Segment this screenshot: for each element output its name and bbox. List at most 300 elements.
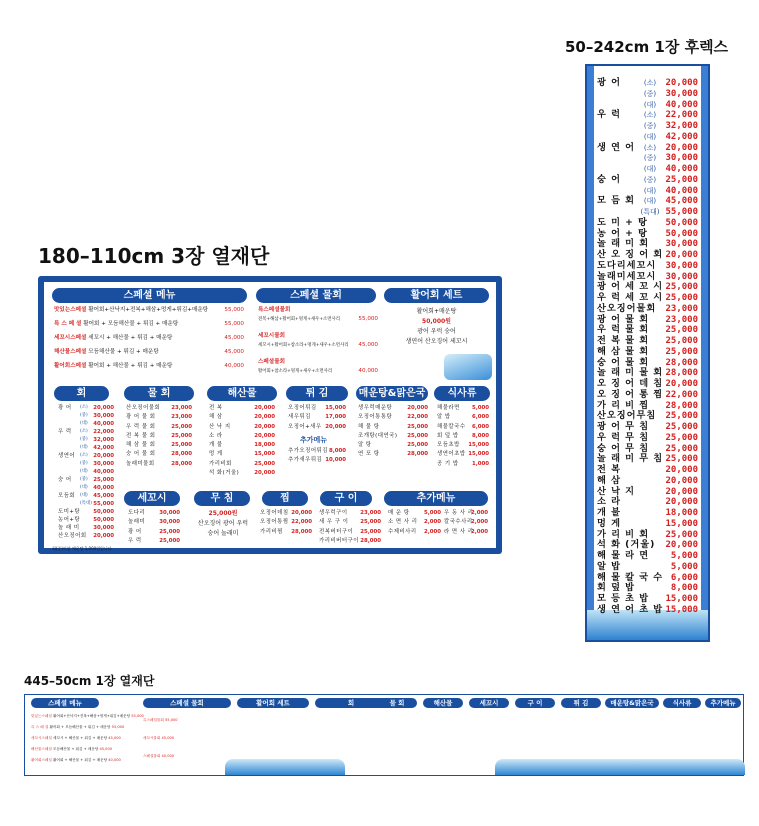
list-item-price: 25,000	[159, 528, 180, 535]
list-item	[126, 413, 192, 422]
list-item-price: 23,000	[171, 405, 192, 411]
list-item-price: 30,000	[93, 413, 114, 419]
special-menu-row	[54, 362, 244, 371]
menu-item-name: 광 어 물 회	[597, 313, 650, 325]
list-item-name: 산오징어회	[58, 533, 87, 539]
menu-item-name: 모 듬 회	[597, 195, 636, 207]
menu-item-price: 20,000	[665, 142, 698, 153]
wide-special-row	[31, 733, 139, 744]
special-menu-row	[54, 334, 244, 343]
menu-item-size: (소)	[643, 79, 657, 87]
list-item-name: 개 불	[209, 442, 223, 449]
list-item	[319, 528, 381, 537]
list-item-price: 42,000	[93, 445, 114, 451]
list-item-size: (대)	[80, 421, 88, 426]
menu-item-price: 25,000	[665, 529, 698, 540]
header-extra: 추가메뉴	[384, 491, 488, 506]
wide-special-price: 40,000	[108, 758, 121, 762]
list-item-name: 도다리	[128, 510, 146, 516]
list-item-size: (중)	[80, 437, 88, 442]
extra-name-2: 우 동 사 리	[444, 510, 474, 516]
list-item-price: 40,000	[93, 469, 114, 475]
header-mulhoe: 물 회	[124, 386, 194, 401]
fried-extra-title: 추가메뉴	[300, 436, 328, 444]
menu-item-name: 산 오 징 어 회	[597, 249, 664, 260]
menu-item-price: 40,000	[665, 164, 698, 174]
header-fried: 튀 김	[286, 386, 348, 401]
menu-item-name: 숭 어	[597, 173, 621, 185]
wide-mulhoe-row	[143, 747, 231, 765]
list-item-price: 25,000	[159, 537, 180, 544]
list-item	[288, 404, 346, 413]
list-item-name: 회 덮 밥	[437, 432, 459, 439]
menu-item-price: 30,000	[665, 88, 698, 99]
menu-row	[597, 605, 698, 616]
list-item	[58, 468, 114, 476]
list-item-price: 23,000	[360, 510, 381, 516]
list-item-name: 놀래미물회	[126, 460, 155, 467]
special-menu-price: 55,000	[224, 321, 244, 327]
menu-item-name: 광 어 세 꼬 시	[597, 281, 664, 293]
menu-row	[597, 261, 698, 272]
menu-item-price: 30,000	[665, 239, 698, 250]
list-item-price: 20,000	[254, 423, 275, 430]
special-menu-title: 해산물스페셜	[54, 349, 87, 355]
menu-item-price: 18,000	[665, 508, 698, 518]
menu-item-size: (소)	[643, 111, 657, 120]
menu-item-price: 15,000	[665, 594, 698, 604]
list-item	[260, 528, 312, 537]
list-item	[437, 441, 489, 450]
list-item-name: 놀래미	[128, 519, 146, 526]
fried-extra-list	[288, 447, 346, 466]
menu-row	[597, 196, 698, 207]
special-menu-row	[54, 348, 244, 357]
list-item	[58, 476, 114, 484]
special-menu-desc: 활어회+산낙지+전복+해삼+멍게+튀김+매운탕	[86, 307, 209, 313]
wide-special-title: 활어회스페셜	[31, 758, 52, 762]
list-item-price: 20,000	[254, 405, 275, 411]
banner-stripe-right	[701, 66, 708, 640]
menu-item-name: 소 라	[597, 496, 621, 508]
list-item-name: 모듬회	[58, 493, 76, 499]
menu-item-name: 광 어	[597, 77, 621, 88]
list-item-price: 25,000	[171, 432, 192, 439]
list-item-price: 30,000	[93, 461, 114, 467]
wide-mulhoe-row	[143, 711, 231, 729]
extra-row	[388, 528, 488, 537]
menu-item-price: 50,000	[665, 217, 698, 228]
list-item	[437, 404, 489, 413]
gui-list	[319, 509, 381, 546]
list-item	[209, 432, 275, 441]
menu-row	[597, 218, 698, 229]
list-item-name: 생연어	[58, 453, 76, 459]
menu-row	[597, 175, 698, 186]
list-item	[128, 537, 180, 546]
vertical-menu-list	[597, 78, 698, 616]
special-mulhoe-row	[258, 315, 378, 324]
list-item-name: 가리비회	[209, 460, 232, 467]
muchim-line1: 산오징어 광어 우럭	[197, 520, 249, 527]
menu-item-price: 25,000	[665, 346, 698, 357]
list-item-name: 산 낙 지	[209, 423, 231, 430]
extra-row	[388, 509, 488, 518]
list-item-name: 알 밥	[437, 414, 451, 421]
extra-price: 2,000	[424, 528, 442, 535]
list-item	[58, 492, 114, 500]
muchim-line2: 숭어 놀래미	[207, 530, 239, 537]
special-mulhoe-desc: 활어회+참소라+멍게+새우+소면사리	[258, 369, 333, 374]
list-item	[209, 441, 275, 450]
list-item-price: 25,000	[171, 442, 192, 449]
menu-item-price: 25,000	[665, 432, 698, 443]
meal-list	[437, 404, 489, 469]
menu-row	[597, 132, 698, 143]
menu-item-name: 우 럭 무 침	[597, 431, 650, 443]
menu-item-price: 5,000	[670, 561, 698, 572]
list-item-size: (대)	[80, 445, 88, 450]
list-item	[319, 537, 381, 546]
special-mulhoe-price: 45,000	[358, 342, 378, 348]
list-item	[58, 516, 114, 524]
list-item	[58, 444, 114, 452]
header-seafood: 해산물	[207, 386, 277, 401]
wide-header-special-menu: 스페셜 메뉴	[31, 698, 99, 708]
list-item	[58, 508, 114, 516]
list-item-size: (대)	[80, 493, 88, 498]
special-menu-desc: 모듬해산물 + 튀김 + 매운탕	[86, 349, 159, 355]
list-item-name: 연 포 탕	[358, 451, 380, 458]
wide-header-gui: 구 이	[515, 698, 555, 708]
wide-header-hoe: 회	[315, 698, 387, 708]
list-item	[288, 456, 346, 465]
special-mulhoe-title: 세꼬시물회	[258, 333, 286, 339]
wide-special-title: 세꼬시스페셜	[31, 736, 52, 740]
menu-row	[597, 347, 698, 358]
special-mulhoe-title: 스페셜물회	[258, 359, 286, 365]
wide-special-row	[31, 722, 139, 733]
hoe-note: 회(중)이상 매운탕 1,000원입니다	[52, 546, 112, 551]
list-item-size: (소)	[80, 453, 88, 458]
list-item-name: 도미+탕	[58, 509, 81, 515]
menu-item-price: 42,000	[665, 131, 698, 142]
header-jjim: 찜	[262, 491, 308, 506]
wide-special-title: 해산물스페셜	[31, 747, 52, 751]
list-item-name: 광 어 물 회	[126, 414, 156, 421]
header-special-mulhoe: 스페셜 물회	[256, 288, 376, 303]
menu-item-name: 농 어 + 탕	[597, 227, 648, 239]
list-item-name: 해 삼	[209, 414, 223, 421]
wide-mulhoe-price: 55,000	[165, 718, 178, 722]
list-item	[209, 469, 275, 478]
wide-mulhoe-row	[143, 729, 231, 747]
menu-item-price: 30,000	[665, 153, 698, 164]
menu-item-price: 25,000	[665, 325, 698, 336]
list-item-price: 50,000	[93, 509, 114, 515]
banner-stripe-left	[587, 66, 594, 640]
list-item-name: 생우럭구이	[319, 510, 348, 516]
list-item-name: 오징어튀김	[288, 405, 317, 411]
muchim-box	[190, 509, 256, 539]
list-item-price: 23,000	[171, 414, 192, 421]
menu-item-name: 생 연 어 초 밥	[597, 603, 664, 615]
list-item-size: (소)	[80, 405, 88, 410]
wide-header-meal: 식사류	[663, 698, 701, 708]
menu-item-price: 6,000	[670, 572, 698, 583]
list-item-name: 공 기 밥	[437, 460, 459, 467]
list-item-price: 28,000	[360, 537, 381, 544]
menu-item-price: 25,000	[665, 443, 698, 454]
menu-item-name: 산 낙 지	[597, 485, 636, 497]
list-item-price: 40,000	[93, 421, 114, 427]
list-item-price: 25,000	[360, 519, 381, 526]
menu-item-price: 28,000	[665, 400, 698, 411]
wide-header-fried: 튀 김	[561, 698, 601, 708]
wide-header-live-set: 활어회 세트	[237, 698, 309, 708]
list-item-price: 25,000	[171, 423, 192, 430]
list-item	[288, 447, 346, 456]
menu-item-price: 20,000	[665, 465, 698, 475]
special-mulhoe-desc: 전복+해삼+활어회+멍게+새우+소면사리	[258, 317, 341, 322]
menu-item-price: 55,000	[665, 207, 698, 217]
menu-item-price: 25,000	[665, 336, 698, 346]
menu-item-price: 23,000	[665, 303, 698, 314]
list-item-name: 우 럭 물 회	[126, 423, 156, 430]
list-item-name: 전 복 물 회	[126, 432, 156, 439]
list-item-size: (대)	[80, 485, 88, 490]
list-item-name: 오징어통찜	[260, 519, 289, 526]
menu-item-price: 30,000	[665, 271, 698, 282]
live-set-title: 활어회+매운탕	[416, 308, 457, 315]
menu-item-size: (대)	[643, 100, 657, 109]
menu-item-size: (대)	[643, 165, 657, 173]
menu-item-price: 8,000	[670, 583, 698, 594]
list-item-price: 25,000	[93, 477, 114, 483]
list-item	[358, 404, 428, 413]
wide-special-title: 특 스 페 셜	[31, 725, 49, 729]
wide-special-price: 55,000	[111, 725, 125, 729]
menu-item-name: 우 럭	[597, 109, 621, 121]
list-item-name: 추가새우튀김	[288, 457, 323, 464]
menu-row	[597, 519, 698, 530]
wide-mulhoe-title: 특스페셜물회	[143, 718, 164, 722]
list-item	[358, 450, 428, 459]
caption-main-board: 180–110cm 3장 열재단	[38, 244, 270, 268]
special-menu-desc: 활어회 + 모듬해산물 + 튀김 + 매운탕	[81, 321, 179, 327]
list-item-price: 20,000	[254, 414, 275, 421]
list-item	[288, 423, 346, 432]
header-muchim: 무 침	[194, 491, 250, 506]
list-item-name: 생우럭매운탕	[358, 405, 393, 411]
wide-header-seafood: 해산물	[423, 698, 463, 708]
wide-special-price: 45,000	[99, 747, 113, 751]
menu-item-price: 25,000	[665, 454, 698, 465]
list-item-price: 28,000	[171, 460, 192, 467]
list-item-price: 45,000	[93, 493, 114, 499]
menu-item-price: 28,000	[665, 357, 698, 368]
menu-item-price: 32,000	[665, 121, 698, 131]
list-item-price: 20,000	[93, 405, 114, 411]
menu-item-price: 25,000	[665, 174, 698, 185]
list-item-price: 15,000	[468, 451, 489, 458]
special-menu-price: 45,000	[224, 349, 244, 355]
special-menu-title: 활어회스페셜	[54, 363, 87, 369]
menu-item-price: 25,000	[665, 422, 698, 432]
menu-row	[597, 390, 698, 401]
wide-special-price: 55,000	[131, 714, 144, 718]
list-item-price: 15,000	[468, 442, 489, 449]
list-item-price: 30,000	[159, 519, 180, 526]
list-item	[358, 441, 428, 450]
list-item	[288, 413, 346, 422]
hoe-list	[58, 404, 114, 540]
menu-item-price: 25,000	[665, 411, 698, 422]
menu-item-name: 해 물 라 면	[597, 550, 650, 561]
menu-item-price: 22,000	[665, 110, 698, 121]
list-item	[126, 423, 192, 432]
list-item-price: 20,000	[93, 453, 114, 459]
list-item-name: 해물칼국수	[437, 423, 466, 430]
menu-item-price: 45,000	[665, 196, 698, 207]
special-menu-title: 세꼬시스페셜	[54, 335, 87, 341]
list-item-price: 1,000	[471, 460, 489, 467]
menu-item-size: (대)	[643, 197, 657, 206]
menu-item-name: 놀 래 미 물 회	[597, 367, 664, 379]
menu-row	[597, 153, 698, 164]
header-sekkosi: 세꼬시	[124, 491, 180, 506]
list-item	[126, 404, 192, 413]
list-item-name: 알 탕	[358, 442, 372, 449]
wide-special-row	[31, 744, 139, 755]
menu-row	[597, 89, 698, 100]
list-item	[209, 460, 275, 469]
list-item	[128, 518, 180, 527]
list-item-price: 20,000	[325, 423, 346, 430]
wide-special-desc: 모듬해산물 + 튀김 + 매운탕	[53, 747, 99, 751]
menu-item-name: 알 밥	[597, 560, 621, 572]
list-item-price: 55,000	[93, 501, 114, 507]
list-item	[58, 428, 114, 436]
menu-item-name: 가 리 비 회	[597, 528, 650, 540]
menu-item-size: (대)	[643, 132, 657, 141]
list-item-price: 25,000	[360, 528, 381, 535]
list-item	[209, 423, 275, 432]
list-item	[58, 500, 114, 508]
list-item-price: 28,000	[407, 451, 428, 458]
menu-item-price: 23,000	[665, 314, 698, 325]
special-menu-price: 40,000	[224, 363, 244, 369]
menu-row	[597, 562, 698, 573]
muchim-price: 25,000원	[208, 510, 238, 517]
menu-item-size: (대)	[643, 186, 657, 195]
menu-item-price: 5,000	[670, 551, 698, 561]
list-item-price: 17,000	[325, 414, 346, 421]
menu-item-size: (중)	[643, 89, 657, 98]
wide-mulhoe-title: 세꼬시물회	[143, 736, 161, 740]
menu-item-price: 20,000	[665, 540, 698, 551]
list-item	[58, 452, 114, 460]
menu-item-price: 25,000	[665, 293, 698, 303]
list-item-price: 22,000	[291, 519, 312, 526]
list-item	[126, 460, 192, 469]
wide-mulhoe-price: 45,000	[161, 736, 175, 740]
header-maeun: 매운탕&맑은국	[356, 386, 428, 401]
wide-special-row	[31, 711, 144, 722]
list-item	[358, 423, 428, 432]
list-item-name: 추가오징어튀김	[288, 448, 328, 454]
menu-row	[597, 304, 698, 315]
list-item-name: 새우튀김	[288, 414, 311, 421]
fried-list	[288, 404, 346, 432]
caption-vertical-banner: 50–242cm 1장 후렉스	[565, 38, 729, 56]
list-item-price: 30,000	[159, 510, 180, 516]
list-item-name: 생연어초밥	[437, 451, 466, 458]
list-item-price: 25,000	[254, 460, 275, 467]
special-mulhoe-row	[258, 341, 378, 350]
menu-item-name: 놀 래 미 무 침	[597, 453, 664, 465]
seafood-list	[209, 404, 275, 478]
menu-item-name: 가 리 비 찜	[597, 399, 650, 411]
sekkosi-list	[128, 509, 180, 546]
list-item-name: 해 삼 물 회	[126, 442, 156, 449]
list-item-price: 20,000	[254, 470, 275, 477]
header-special-menu: 스페셜 메뉴	[52, 288, 247, 303]
list-item-price: 25,000	[407, 432, 428, 439]
menu-item-name: 우 럭 물 회	[597, 324, 650, 336]
extra-price: 5,000	[424, 510, 442, 516]
menu-item-price: 20,000	[665, 475, 698, 486]
list-item-name: 놀 래 미	[58, 525, 80, 531]
list-item-price: 20,000	[93, 533, 114, 539]
list-item	[126, 450, 192, 459]
special-mulhoe-row	[258, 367, 378, 376]
menu-item-price: 40,000	[665, 99, 698, 110]
list-item	[437, 432, 489, 441]
menu-item-name: 놀래미세꼬시	[597, 270, 657, 282]
list-item-price: 10,000	[325, 457, 346, 464]
special-menu-desc: 활어회 + 해산물 + 튀김 + 매운탕	[86, 363, 173, 369]
header-hoe: 회	[54, 386, 109, 401]
list-item	[58, 404, 114, 412]
menu-item-price: 15,000	[665, 604, 698, 615]
list-item-name: 우 럭	[58, 429, 72, 435]
menu-item-name: 숭 어 무 침	[597, 442, 650, 454]
live-set-box	[389, 307, 484, 347]
list-item	[358, 432, 428, 441]
menu-item-name: 모 등 초 밥	[597, 593, 650, 604]
list-item-name: 해 물 탕	[358, 423, 380, 430]
wide-mulhoe-price: 40,000	[161, 754, 175, 758]
list-item	[358, 413, 428, 422]
list-item-name: 오징어+새우	[288, 423, 322, 430]
list-item-name: 멍 게	[209, 451, 223, 458]
menu-item-price: 28,000	[665, 368, 698, 379]
wide-header-sekkosi: 세꼬시	[469, 698, 509, 708]
live-set-price: 50,000원	[422, 318, 451, 325]
list-item-price: 15,000	[254, 451, 275, 458]
wide-special-desc: 활어회 + 해산물 + 튀김 + 매운탕	[53, 758, 108, 762]
menu-item-name: 산오징어무침	[597, 410, 657, 422]
list-item	[260, 518, 312, 527]
menu-item-price: 30,000	[665, 260, 698, 271]
list-item-name: 오징어통통탕	[358, 414, 393, 421]
list-item	[437, 450, 489, 459]
fish-wave-illustration	[444, 354, 492, 380]
menu-item-price: 20,000	[665, 486, 698, 497]
menu-item-price: 40,000	[665, 185, 698, 196]
list-item-name: 조개탕(대연국)	[358, 432, 398, 439]
